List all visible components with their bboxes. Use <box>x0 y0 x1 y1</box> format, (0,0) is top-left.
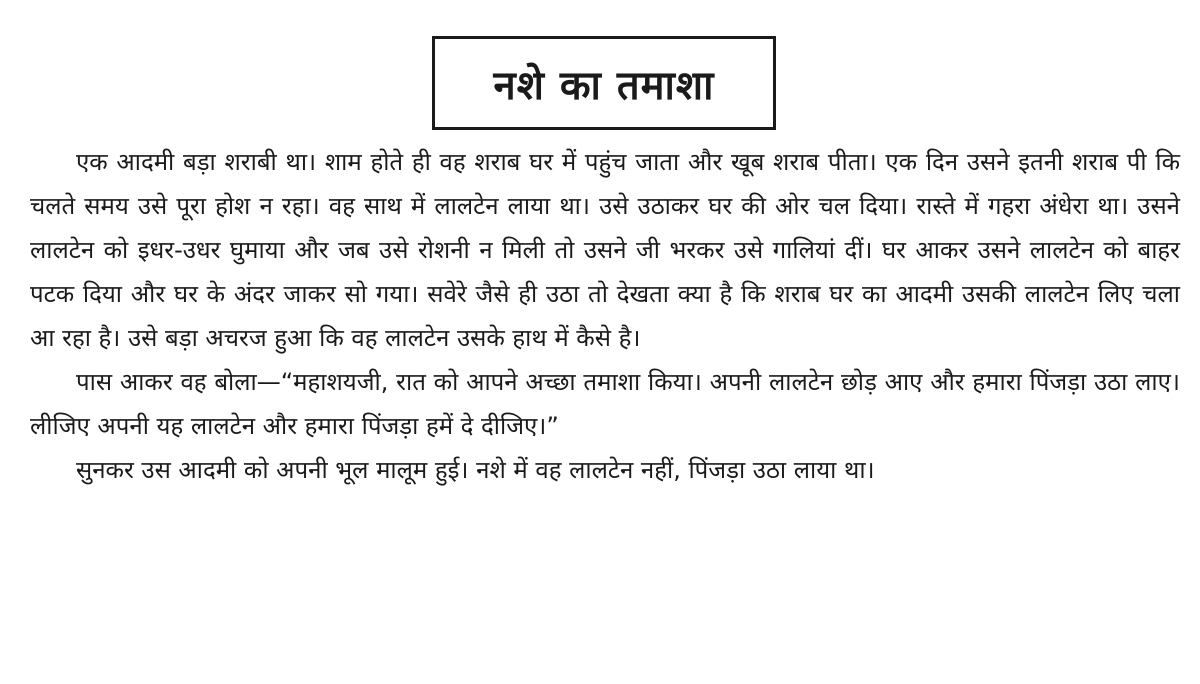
paragraph-3: सुनकर उस आदमी को अपनी भूल मालूम हुई। नशे में वह लालटेन नहीं, पिंजड़ा उठा लाया था। <box>76 456 875 484</box>
story-body <box>30 140 1180 492</box>
paragraph-1: एक आदमी बड़ा शराबी था। शाम होते ही वह शराब घर में पहुंच जाता और खूब शराब पीता। एक दिन उसने इतनी शराब पी कि चलते समय उसे पूरा होश न रहा। वह साथ में लालटेन लाया था। उसे उठाकर घर की ओर चल दिया। रास्ते में गहरा अंधेरा था। उसने लालटेन को इधर-उधर घुमाया और जब उसे रोशनी न मिली तो उसने जी भरकर उसे गालियां दीं। घर आकर उसने लालटेन को बाहर पटक दिया और घर के अंदर जाकर सो गया। सवेरे जैसे ही उठा तो देखता क्या है कि शराब घर का आदमी उसकी लालटेन लिए चला आ रहा है। उसे बड़ा अचरज हुआ कि वह लालटेन उसके हाथ में कैसे है। <box>30 148 1180 352</box>
paragraph-2: पास आकर वह बोला—“महाशयजी, रात को आपने अच्छा तमाशा किया। अपनी लालटेन छोड़ आए और हमारा पिंजड़ा उठा लाए। लीजिए अपनी यह लालटेन और हमारा पिंजड़ा हमें दे दीजिए।” <box>30 368 1180 440</box>
story-title: नशे का तमाशा <box>493 62 715 109</box>
title-box <box>432 36 776 130</box>
